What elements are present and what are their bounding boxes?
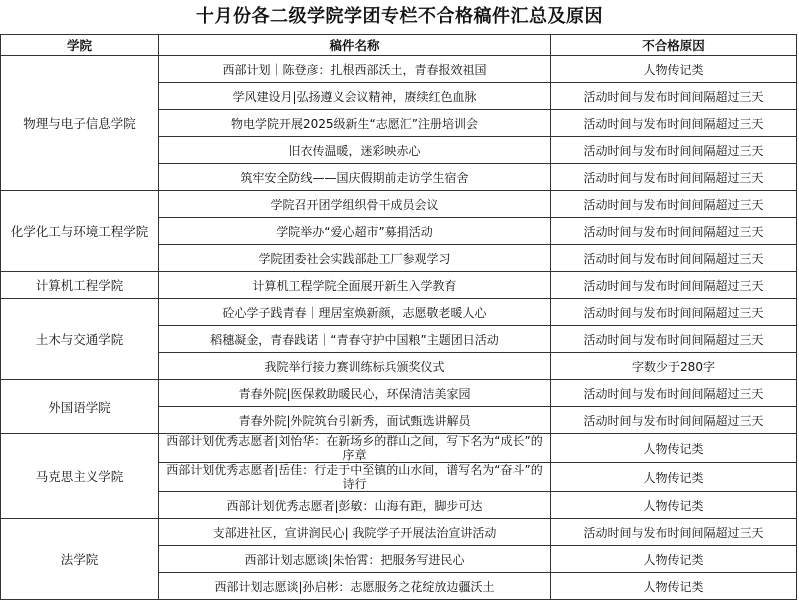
reason-cell[interactable]: 字数少于280字 [551,353,797,380]
reason-cell[interactable]: 活动时间与发布时间间隔超过三天 [551,137,797,164]
reason-cell[interactable]: 人物传记类 [551,434,797,463]
manuscript-cell[interactable]: 西部计划｜陈登彦：扎根西部沃土，青春报效祖国 [159,56,551,83]
header-reason[interactable]: 不合格原因 [551,35,797,56]
manuscript-cell[interactable]: 筑牢安全防线——国庆假期前走访学生宿舍 [159,164,551,191]
manuscript-cell[interactable]: 我院举行接力赛训练标兵颁奖仪式 [159,353,551,380]
college-cell[interactable]: 马克思主义学院 [1,434,159,519]
reason-cell[interactable]: 活动时间与发布时间间隔超过三天 [551,407,797,434]
reason-cell[interactable]: 活动时间与发布时间间隔超过三天 [551,299,797,326]
manuscript-cell[interactable]: 青春外院|外院筑台引新秀，面试甄选讲解员 [159,407,551,434]
manuscript-cell[interactable]: 砼心学子践青春｜理居室焕新颜，志愿敬老暖人心 [159,299,551,326]
manuscript-cell[interactable]: 旧衣传温暖，迷彩映赤心 [159,137,551,164]
manuscript-cell[interactable]: 学风建设月|弘扬遵义会议精神，赓续红色血脉 [159,83,551,110]
summary-table [0,34,797,600]
manuscript-cell[interactable]: 西部计划优秀志愿者|彭敏：山海有距，脚步可达 [159,492,551,519]
table-row [1,191,797,218]
reason-cell[interactable]: 活动时间与发布时间间隔超过三天 [551,110,797,137]
reason-cell[interactable]: 人物传记类 [551,463,797,492]
reason-cell[interactable]: 活动时间与发布时间间隔超过三天 [551,272,797,299]
table-row [1,434,797,463]
manuscript-cell[interactable]: 计算机工程学院全面展开新生入学教育 [159,272,551,299]
header-college[interactable]: 学院 [1,35,159,56]
college-cell[interactable]: 法学院 [1,519,159,600]
manuscript-cell[interactable]: 西部计划优秀志愿者|岳佳：行走于中至镇的山水间，谱写名为“奋斗”的诗行 [159,463,551,492]
manuscript-cell[interactable]: 学院召开团学组织骨干成员会议 [159,191,551,218]
reason-cell[interactable]: 活动时间与发布时间间隔超过三天 [551,164,797,191]
header-row [1,35,797,56]
header-manuscript[interactable]: 稿件名称 [159,35,551,56]
reason-cell[interactable]: 活动时间与发布时间间隔超过三天 [551,326,797,353]
sheet-title: 十月份各二级学院学团专栏不合格稿件汇总及原因 [196,6,603,27]
manuscript-cell[interactable]: 学院团委社会实践部赴工厂参观学习 [159,245,551,272]
manuscript-cell[interactable]: 支部进社区，宣讲润民心| 我院学子开展法治宣讲活动 [159,519,551,546]
reason-cell[interactable]: 人物传记类 [551,546,797,573]
manuscript-cell[interactable]: 稻穗凝金，青春践诺｜“青春守护中国粮”主题团日活动 [159,326,551,353]
table-row [1,56,797,83]
table-row [1,380,797,407]
college-cell[interactable]: 土木与交通学院 [1,299,159,380]
manuscript-cell[interactable]: 物电学院开展2025级新生“志愿汇”注册培训会 [159,110,551,137]
reason-cell[interactable]: 人物传记类 [551,492,797,519]
manuscript-cell[interactable]: 西部计划志愿谈|孙启彬：志愿服务之花绽放边疆沃土 [159,573,551,600]
reason-cell[interactable]: 活动时间与发布时间间隔超过三天 [551,519,797,546]
table-row [1,272,797,299]
college-cell[interactable]: 物理与电子信息学院 [1,56,159,191]
reason-cell[interactable]: 活动时间与发布时间间隔超过三天 [551,83,797,110]
table-row [1,519,797,546]
reason-cell[interactable]: 活动时间与发布时间间隔超过三天 [551,245,797,272]
reason-cell[interactable]: 活动时间与发布时间间隔超过三天 [551,380,797,407]
college-cell[interactable]: 化学化工与环境工程学院 [1,191,159,272]
table-row [1,299,797,326]
manuscript-cell[interactable]: 西部计划优秀志愿者|刘怡华：在新场乡的群山之间，写下名为“成长”的序章 [159,434,551,463]
reason-cell[interactable]: 人物传记类 [551,573,797,600]
college-cell[interactable]: 外国语学院 [1,380,159,434]
reason-cell[interactable]: 活动时间与发布时间间隔超过三天 [551,191,797,218]
manuscript-cell[interactable]: 西部计划志愿谈|朱怡霄：把服务写进民心 [159,546,551,573]
manuscript-cell[interactable]: 青春外院|医保救助暖民心，环保清洁美家园 [159,380,551,407]
reason-cell[interactable]: 活动时间与发布时间间隔超过三天 [551,218,797,245]
manuscript-cell[interactable]: 学院举办“爱心超市”募捐活动 [159,218,551,245]
college-cell[interactable]: 计算机工程学院 [1,272,159,299]
reason-cell[interactable]: 人物传记类 [551,56,797,83]
